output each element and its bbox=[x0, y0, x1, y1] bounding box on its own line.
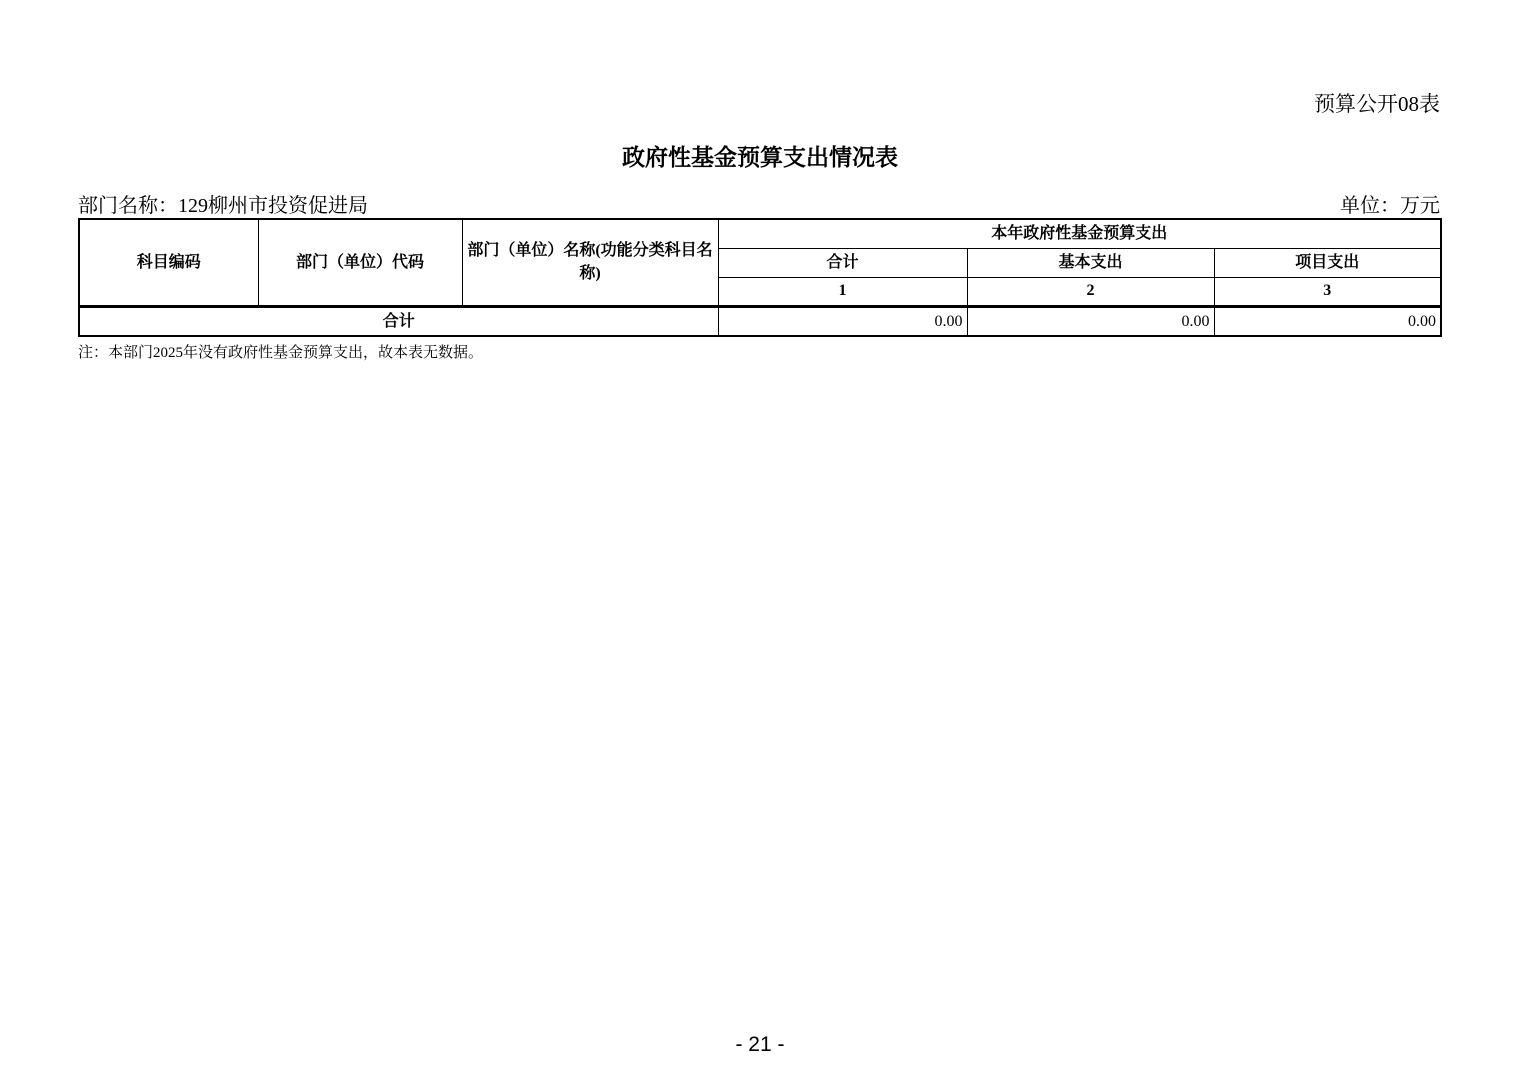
total-value-cell: 0.00 bbox=[718, 306, 967, 336]
table-row-total bbox=[79, 306, 1441, 336]
table-meta-row bbox=[78, 189, 1440, 218]
col-index-3: 3 bbox=[1214, 277, 1441, 306]
col-header-subject-code: 科目编码 bbox=[79, 219, 258, 306]
note-text: 注：本部门2025年没有政府性基金预算支出，故本表无数据。 bbox=[78, 345, 484, 361]
form-number-label: 预算公开08表 bbox=[1314, 92, 1440, 116]
col-header-dept-code: 部门（单位）代码 bbox=[258, 219, 462, 306]
col-header-project: 项目支出 bbox=[1214, 248, 1441, 277]
header-row-group bbox=[79, 219, 1441, 248]
col-index-2: 2 bbox=[967, 277, 1214, 306]
col-header-total: 合计 bbox=[718, 248, 967, 277]
project-value-cell: 0.00 bbox=[1214, 306, 1441, 336]
basic-value-cell: 0.00 bbox=[967, 306, 1214, 336]
page-title: 政府性基金预算支出情况表 bbox=[622, 145, 898, 170]
col-header-basic: 基本支出 bbox=[967, 248, 1214, 277]
total-row-label: 合计 bbox=[79, 306, 718, 336]
department-name: 部门名称：129柳州市投资促进局 bbox=[78, 195, 368, 217]
col-header-group-this-year: 本年政府性基金预算支出 bbox=[718, 219, 1441, 248]
budget-table bbox=[78, 218, 1442, 337]
col-index-1: 1 bbox=[718, 277, 967, 306]
page-number: - 21 - bbox=[735, 1033, 785, 1056]
unit-label: 单位：万元 bbox=[1340, 195, 1440, 217]
col-header-dept-name: 部门（单位）名称(功能分类科目名称) bbox=[462, 219, 718, 306]
